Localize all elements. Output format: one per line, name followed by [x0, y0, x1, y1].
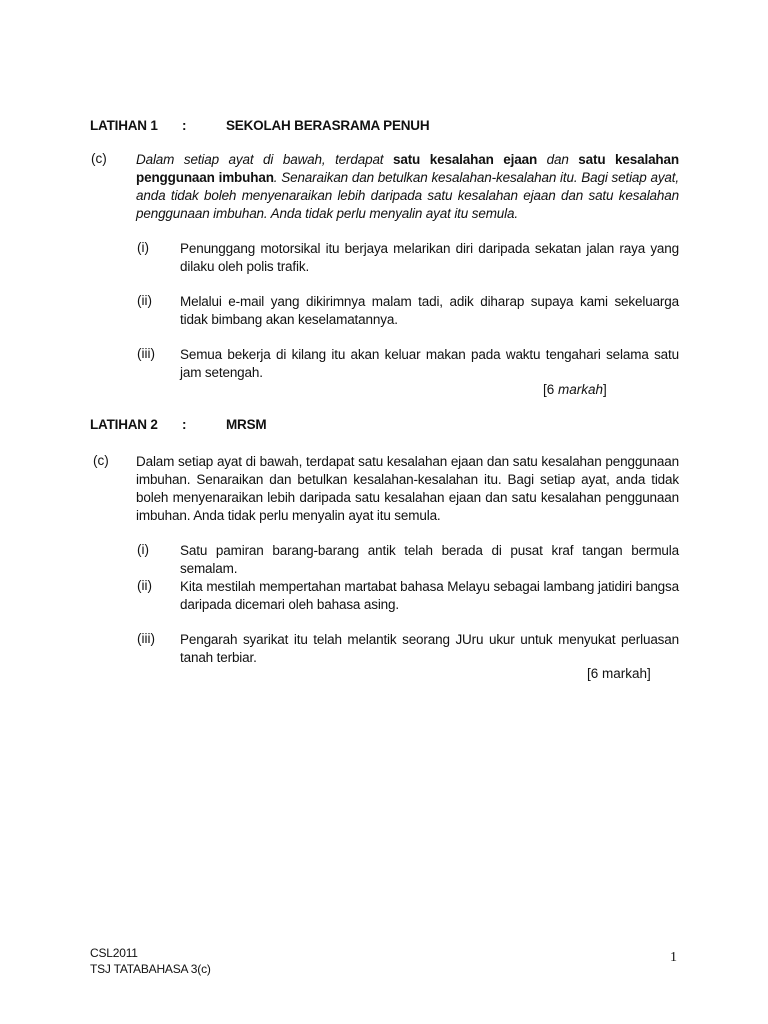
footer-code: CSL2011: [90, 946, 138, 960]
footer-title: TSJ TATABAHASA 3(c): [90, 962, 211, 976]
heading-label: LATIHAN 2: [90, 417, 158, 432]
item-number: (iii): [137, 631, 155, 646]
heading-title: SEKOLAH BERASRAMA PENUH: [226, 118, 430, 133]
page-number: 1: [670, 950, 677, 965]
item-text: Pengarah syarikat itu telah melantik seorang JUru ukur untuk menyukat perluasan tanah terbiar.: [180, 632, 679, 665]
question-instructions: Dalam setiap ayat di bawah, terdapat satu kesalahan ejaan dan satu kesalahan penggunaan imbuhan. Senaraikan dan betulkan kesalahan-kesalahan itu. Bagi setiap ayat, anda tidak boleh menyenaraikan lebih daripada satu kesalahan ejaan dan satu kesalahan penggunaan imbuhan. Anda tidak perlu menyalin ayat itu semula.: [136, 454, 679, 523]
question-label: (c): [91, 151, 107, 166]
item-number: (i): [137, 542, 149, 557]
heading-label: LATIHAN 1: [90, 118, 158, 133]
item-text: Penunggang motorsikal itu berjaya melarikan diri daripada sekatan jalan raya yang dilaku oleh polis trafik.: [180, 241, 679, 274]
item-text: Satu pamiran barang-barang antik telah berada di pusat kraf tangan bermula semalam.: [180, 543, 679, 576]
item-number: (iii): [137, 346, 155, 361]
item-text: Melalui e-mail yang dikirimnya malam tadi, adik diharap supaya kami sekeluarga tidak bimbang akan keselamatannya.: [180, 294, 679, 327]
item-text: Semua bekerja di kilang itu akan keluar makan pada waktu tengahari selama satu jam setengah.: [180, 347, 679, 380]
marks-label: [6 markah]: [587, 666, 651, 681]
marks-label: [6 markah]: [543, 382, 607, 397]
item-number: (i): [137, 240, 149, 255]
heading-colon: :: [182, 417, 187, 432]
question-instructions: Dalam setiap ayat di bawah, terdapat satu kesalahan ejaan dan satu kesalahan penggunaan imbuhan. Senaraikan dan betulkan kesalahan-kesalahan itu. Bagi setiap ayat, anda tidak boleh menyenaraikan lebih daripada satu kesalahan ejaan dan satu kesalahan penggunaan imbuhan. Anda tidak perlu menyalin ayat itu semula.: [136, 152, 679, 221]
item-text: Kita mestilah mempertahan martabat bahasa Melayu sebagai lambang jatidiri bangsa daripada dicemari oleh bahasa asing.: [180, 579, 679, 612]
item-number: (ii): [137, 293, 152, 308]
heading-colon: :: [182, 118, 187, 133]
heading-title: MRSM: [226, 417, 267, 432]
question-label: (c): [93, 453, 109, 468]
item-number: (ii): [137, 578, 152, 593]
